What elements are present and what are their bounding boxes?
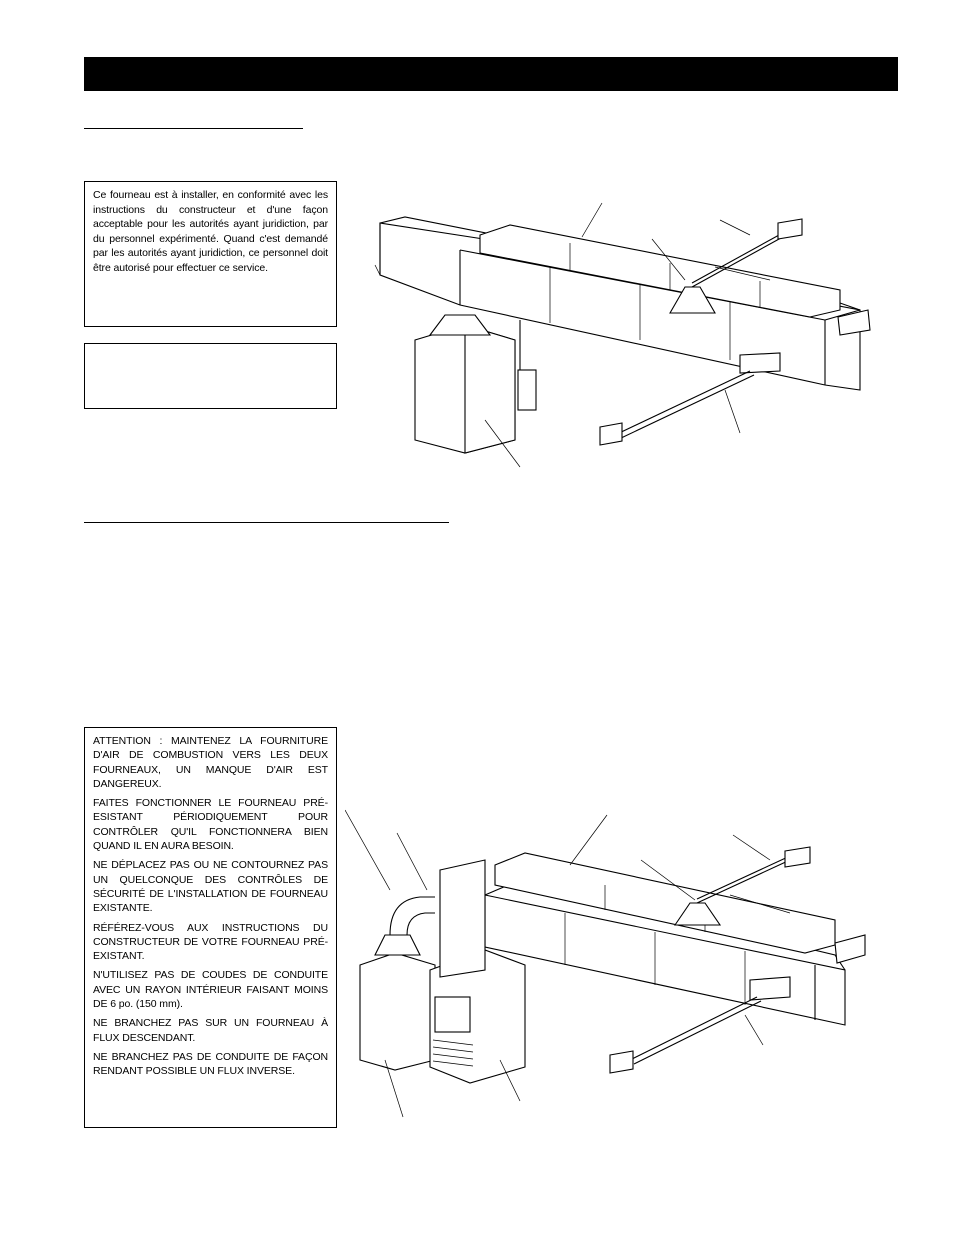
installation-notice-box [84,181,337,327]
warning-paragraph: RÉFÉREZ-VOUS AUX INSTRUCTIONS DU CONSTRUCTEUR DE VOTRE FOURNEAU PRÉ-EXISTANT. [93,921,328,963]
single-furnace-duct-diagram [370,195,890,485]
warning-paragraph: ATTENTION : MAINTENEZ LA FOURNITURE D'AIR DE COMBUSTION VERS LES DEUX FOURNEAUX, UN MANQUE D'AIR EST DANGEREUX. [93,735,328,790]
existing-furnace [360,897,435,1070]
heading-rule-1 [84,128,303,129]
section-header-bar [84,57,898,91]
empty-notice-box [84,343,337,409]
warning-paragraph: NE BRANCHEZ PAS DE CONDUITE DE FAÇON RENDANT POSSIBLE UN FLUX INVERSE. [93,1050,328,1078]
warning-paragraph: FAITES FONCTIONNER LE FOURNEAU PRÉ-ESISTANT PÉRIODIQUEMENT POUR CONTRÔLER QU'IL FONCTIONNERA BIEN QUAND IL EN AURA BESOIN. [93,797,328,853]
dual-furnace-duct-diagram [345,805,875,1125]
heading-rule-2 [84,522,449,523]
warning-paragraph: N'UTILISEZ PAS DE COUDES DE CONDUITE AVEC UN RAYON INTÉRIEUR FAISANT MOINS DE 6 po. (150 mm). [93,969,328,1011]
new-furnace [430,860,525,1083]
installation-notice-text: Ce fourneau est à installer, en conformité avec les instructions du constructeur et d'une façon acceptable pour les autorités ayant juridiction, par du personnel expérimenté. Quand c'est demandé par les autorités ayant juridiction, ce personnel doit être autorisé pour effectuer ce service. [93,189,328,274]
warning-notice-box [84,727,337,1128]
warning-paragraph: NE DÉPLACEZ PAS OU NE CONTOURNEZ PAS UN QUELCONQUE DES CONTRÔLES DE SÉCURITÉ DE L'INSTALLATION DE FOURNEAU EXISTANTE. [93,859,328,915]
warning-paragraph: NE BRANCHEZ PAS SUR UN FOURNEAU À FLUX DESCENDANT. [93,1017,328,1044]
furnace-unit [415,315,536,453]
